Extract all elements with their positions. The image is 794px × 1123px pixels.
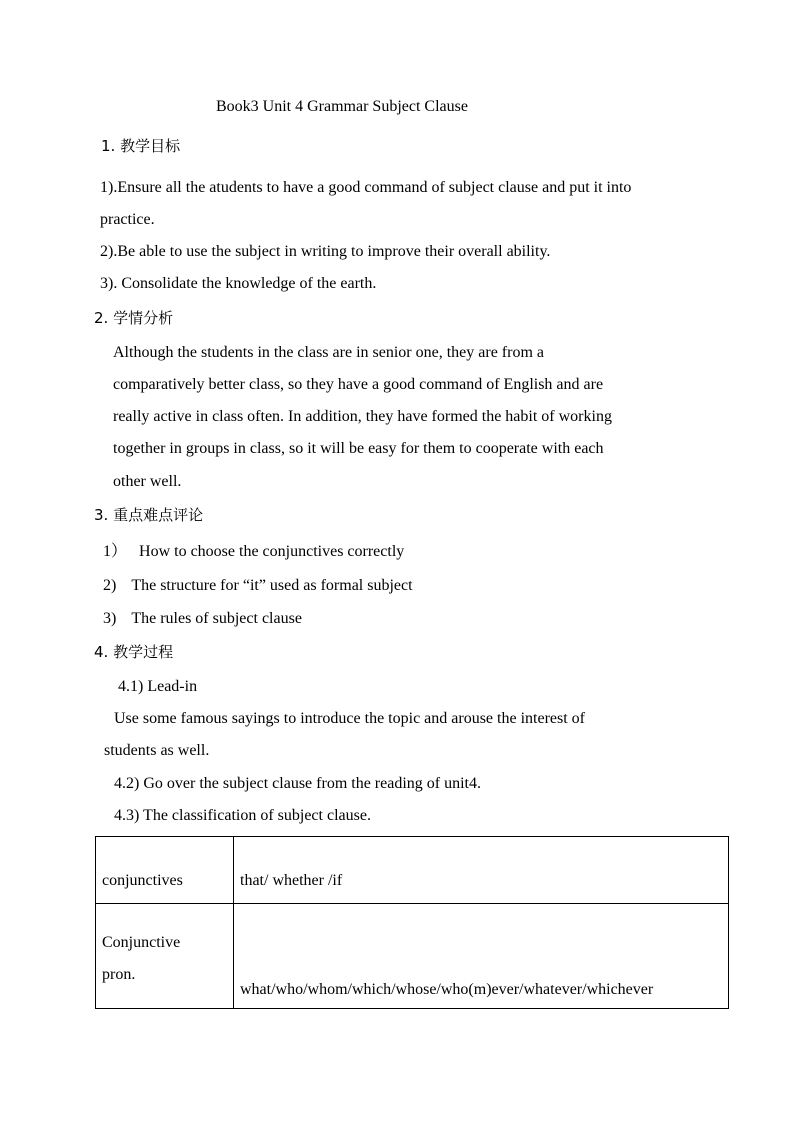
key-point-1: [103, 542, 404, 562]
classification-table: [95, 836, 729, 1009]
page-title: Book3 Unit 4 Grammar Subject Clause: [216, 98, 468, 115]
section-3-heading: 3. 重点难点评论: [94, 506, 204, 524]
section-2-heading: 2. 学情分析: [94, 309, 174, 327]
step-review: 4.2) Go over the subject clause from the reading of unit4.: [114, 775, 481, 792]
lead-in-text-cont: students as well.: [104, 742, 210, 759]
cell-label-text: conjunctives: [102, 872, 183, 889]
cell-value-text: what/who/whom/which/whose/who(m)ever/whatever/whichever: [240, 981, 654, 998]
key-point-number: 1）: [103, 543, 128, 560]
analysis-line: together in groups in class, so it will be easy for them to cooperate with each: [113, 440, 604, 457]
lead-in-text: Use some famous sayings to introduce the topic and arouse the interest of: [114, 710, 585, 727]
table-row: [96, 904, 729, 1009]
analysis-line: Although the students in the class are in senior one, they are from a: [113, 344, 544, 361]
key-point-number: 3): [103, 610, 117, 627]
objective-1-cont: practice.: [100, 211, 155, 228]
key-point-text: The rules of subject clause: [131, 610, 302, 627]
section-4-heading: 4. 教学过程: [94, 643, 174, 661]
table-cell-label: [96, 904, 234, 1009]
key-point-text: How to choose the conjunctives correctly: [139, 543, 405, 560]
analysis-line: other well.: [113, 473, 182, 490]
analysis-line: really active in class often. In addition, they have formed the habit of working: [113, 408, 612, 425]
objective-2: 2).Be able to use the subject in writing to improve their overall ability.: [100, 243, 551, 260]
table-cell-value: [234, 904, 729, 1009]
key-point-text: The structure for “it” used as formal subject: [131, 577, 413, 594]
table-cell-value: [234, 837, 729, 904]
table-cell-label: [96, 837, 234, 904]
key-point-number: 2): [103, 577, 117, 594]
analysis-line: comparatively better class, so they have a good command of English and are: [113, 376, 604, 393]
cell-value-text: that/ whether /if: [240, 872, 343, 889]
objective-3: 3). Consolidate the knowledge of the earth.: [100, 275, 377, 292]
key-point-2: [103, 576, 413, 596]
cell-label-line: pron.: [102, 966, 136, 983]
section-1-heading: 1. 教学目标: [101, 137, 181, 155]
table-row: [96, 837, 729, 904]
cell-label-line: Conjunctive: [102, 934, 181, 951]
step-classification: 4.3) The classification of subject clause.: [114, 807, 371, 824]
step-lead-in: 4.1) Lead-in: [118, 678, 198, 695]
key-point-3: [103, 609, 302, 629]
objective-1: 1).Ensure all the atudents to have a good command of subject clause and put it into: [100, 179, 632, 196]
